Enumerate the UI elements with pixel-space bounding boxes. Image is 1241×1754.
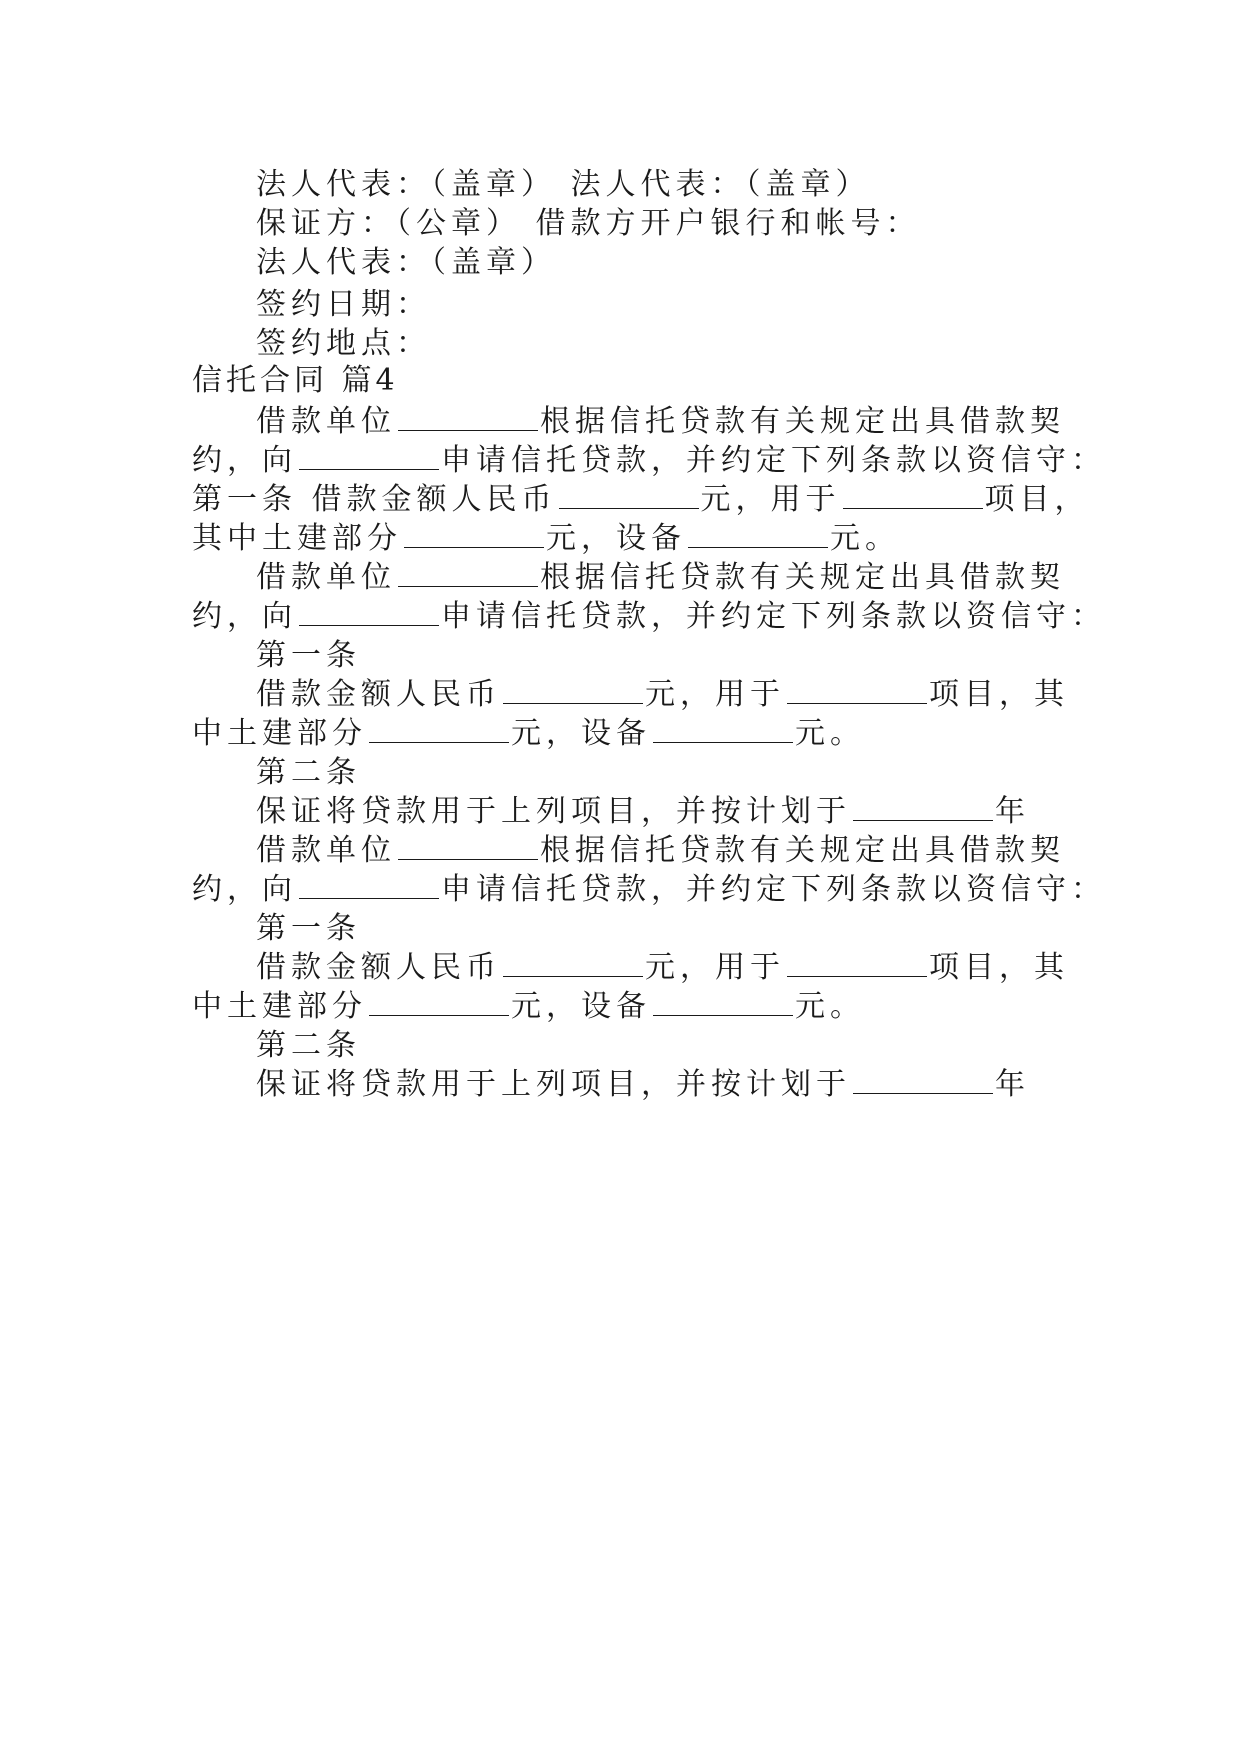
fill-blank [853, 1065, 993, 1094]
fill-blank [299, 441, 439, 470]
text: 元，用于 [645, 950, 785, 985]
text: 签约日期： [256, 287, 431, 322]
text: 保证方：（公章） 借款方开户银行和帐号： [256, 206, 921, 241]
paragraph-line [256, 558, 1065, 598]
fill-blank [688, 519, 828, 548]
guarantor-line [256, 204, 921, 244]
text: 借款单位 [256, 404, 396, 439]
text: 借款单位 [256, 560, 396, 595]
text: 签约地点： [256, 326, 431, 361]
paragraph-line [256, 831, 1065, 871]
text: 借款金额人民币 [256, 677, 501, 712]
fill-blank [299, 597, 439, 626]
text: 申请信托贷款，并约定下列条款以资信守： [441, 599, 1106, 634]
text: 保证将贷款用于上列项目，并按计划于 [256, 794, 851, 829]
signature-line-legal-reps [256, 165, 871, 205]
text: 其中土建部分 [192, 521, 402, 556]
text: 项目，其 [929, 677, 1069, 712]
text: 法人代表：（盖章） [256, 245, 556, 280]
text: 元，用于 [700, 482, 841, 517]
text: 约，向 [192, 599, 297, 634]
paragraph-line [256, 402, 1065, 442]
text: 元，设备 [546, 521, 686, 556]
text: 法人代表：（盖章） 法人代表：（盖章） [256, 167, 871, 202]
signing-date-line [256, 285, 431, 325]
paragraph-line [256, 1065, 1030, 1105]
legal-rep-line [256, 243, 556, 283]
article-heading [256, 1026, 361, 1066]
text: 第二条 [256, 1028, 361, 1063]
text: 借款金额人民币 [256, 950, 501, 985]
text: 元，设备 [511, 716, 651, 751]
text: 第一条 [256, 638, 361, 673]
paragraph-line [192, 597, 1106, 637]
fill-blank [559, 480, 699, 509]
fill-blank [398, 831, 538, 860]
fill-blank [503, 948, 643, 977]
fill-blank [653, 987, 793, 1016]
fill-blank [404, 519, 544, 548]
text: 中土建部分 [192, 989, 367, 1024]
fill-blank [369, 987, 509, 1016]
fill-blank [398, 402, 538, 431]
text: 第一条 [256, 911, 361, 946]
fill-blank [843, 480, 983, 509]
fill-blank [653, 714, 793, 743]
paragraph-line [256, 675, 1069, 715]
text: 约，向 [192, 443, 297, 478]
text: 项目， [984, 482, 1090, 517]
text: 中土建部分 [192, 716, 367, 751]
text: 项目，其 [929, 950, 1069, 985]
text: 申请信托贷款，并约定下列条款以资信守： [441, 872, 1106, 907]
text: 元，设备 [511, 989, 651, 1024]
fill-blank [398, 558, 538, 587]
paragraph-line [192, 714, 865, 754]
fill-blank [503, 675, 643, 704]
text: 年 [995, 794, 1030, 829]
fill-blank [369, 714, 509, 743]
text: 元。 [830, 521, 900, 556]
fill-blank [787, 675, 927, 704]
paragraph-line [192, 987, 865, 1027]
paragraph-line [192, 441, 1106, 481]
article-heading [256, 909, 361, 949]
text: 根据信托贷款有关规定出具借款契 [540, 404, 1065, 439]
text: 元，用于 [645, 677, 785, 712]
text: 根据信托贷款有关规定出具借款契 [540, 560, 1065, 595]
paragraph-line [192, 519, 900, 559]
article-heading [256, 636, 361, 676]
text: 第一条 借款金额人民币 [192, 482, 557, 517]
text: 根据信托贷款有关规定出具借款契 [540, 833, 1065, 868]
text: 年 [995, 1067, 1030, 1102]
heading-text: 信托合同 篇4 [192, 363, 399, 398]
paragraph-line [192, 480, 1090, 520]
article-heading [256, 753, 361, 793]
paragraph-line [192, 870, 1106, 910]
fill-blank [787, 948, 927, 977]
text: 元。 [795, 989, 865, 1024]
text: 借款单位 [256, 833, 396, 868]
text: 元。 [795, 716, 865, 751]
signing-place-line [256, 324, 431, 364]
text: 保证将贷款用于上列项目，并按计划于 [256, 1067, 851, 1102]
text: 申请信托贷款，并约定下列条款以资信守： [441, 443, 1106, 478]
section-heading [192, 361, 399, 401]
paragraph-line [256, 948, 1069, 988]
fill-blank [299, 870, 439, 899]
text: 第二条 [256, 755, 361, 790]
text: 约，向 [192, 872, 297, 907]
paragraph-line [256, 792, 1030, 832]
fill-blank [853, 792, 993, 821]
